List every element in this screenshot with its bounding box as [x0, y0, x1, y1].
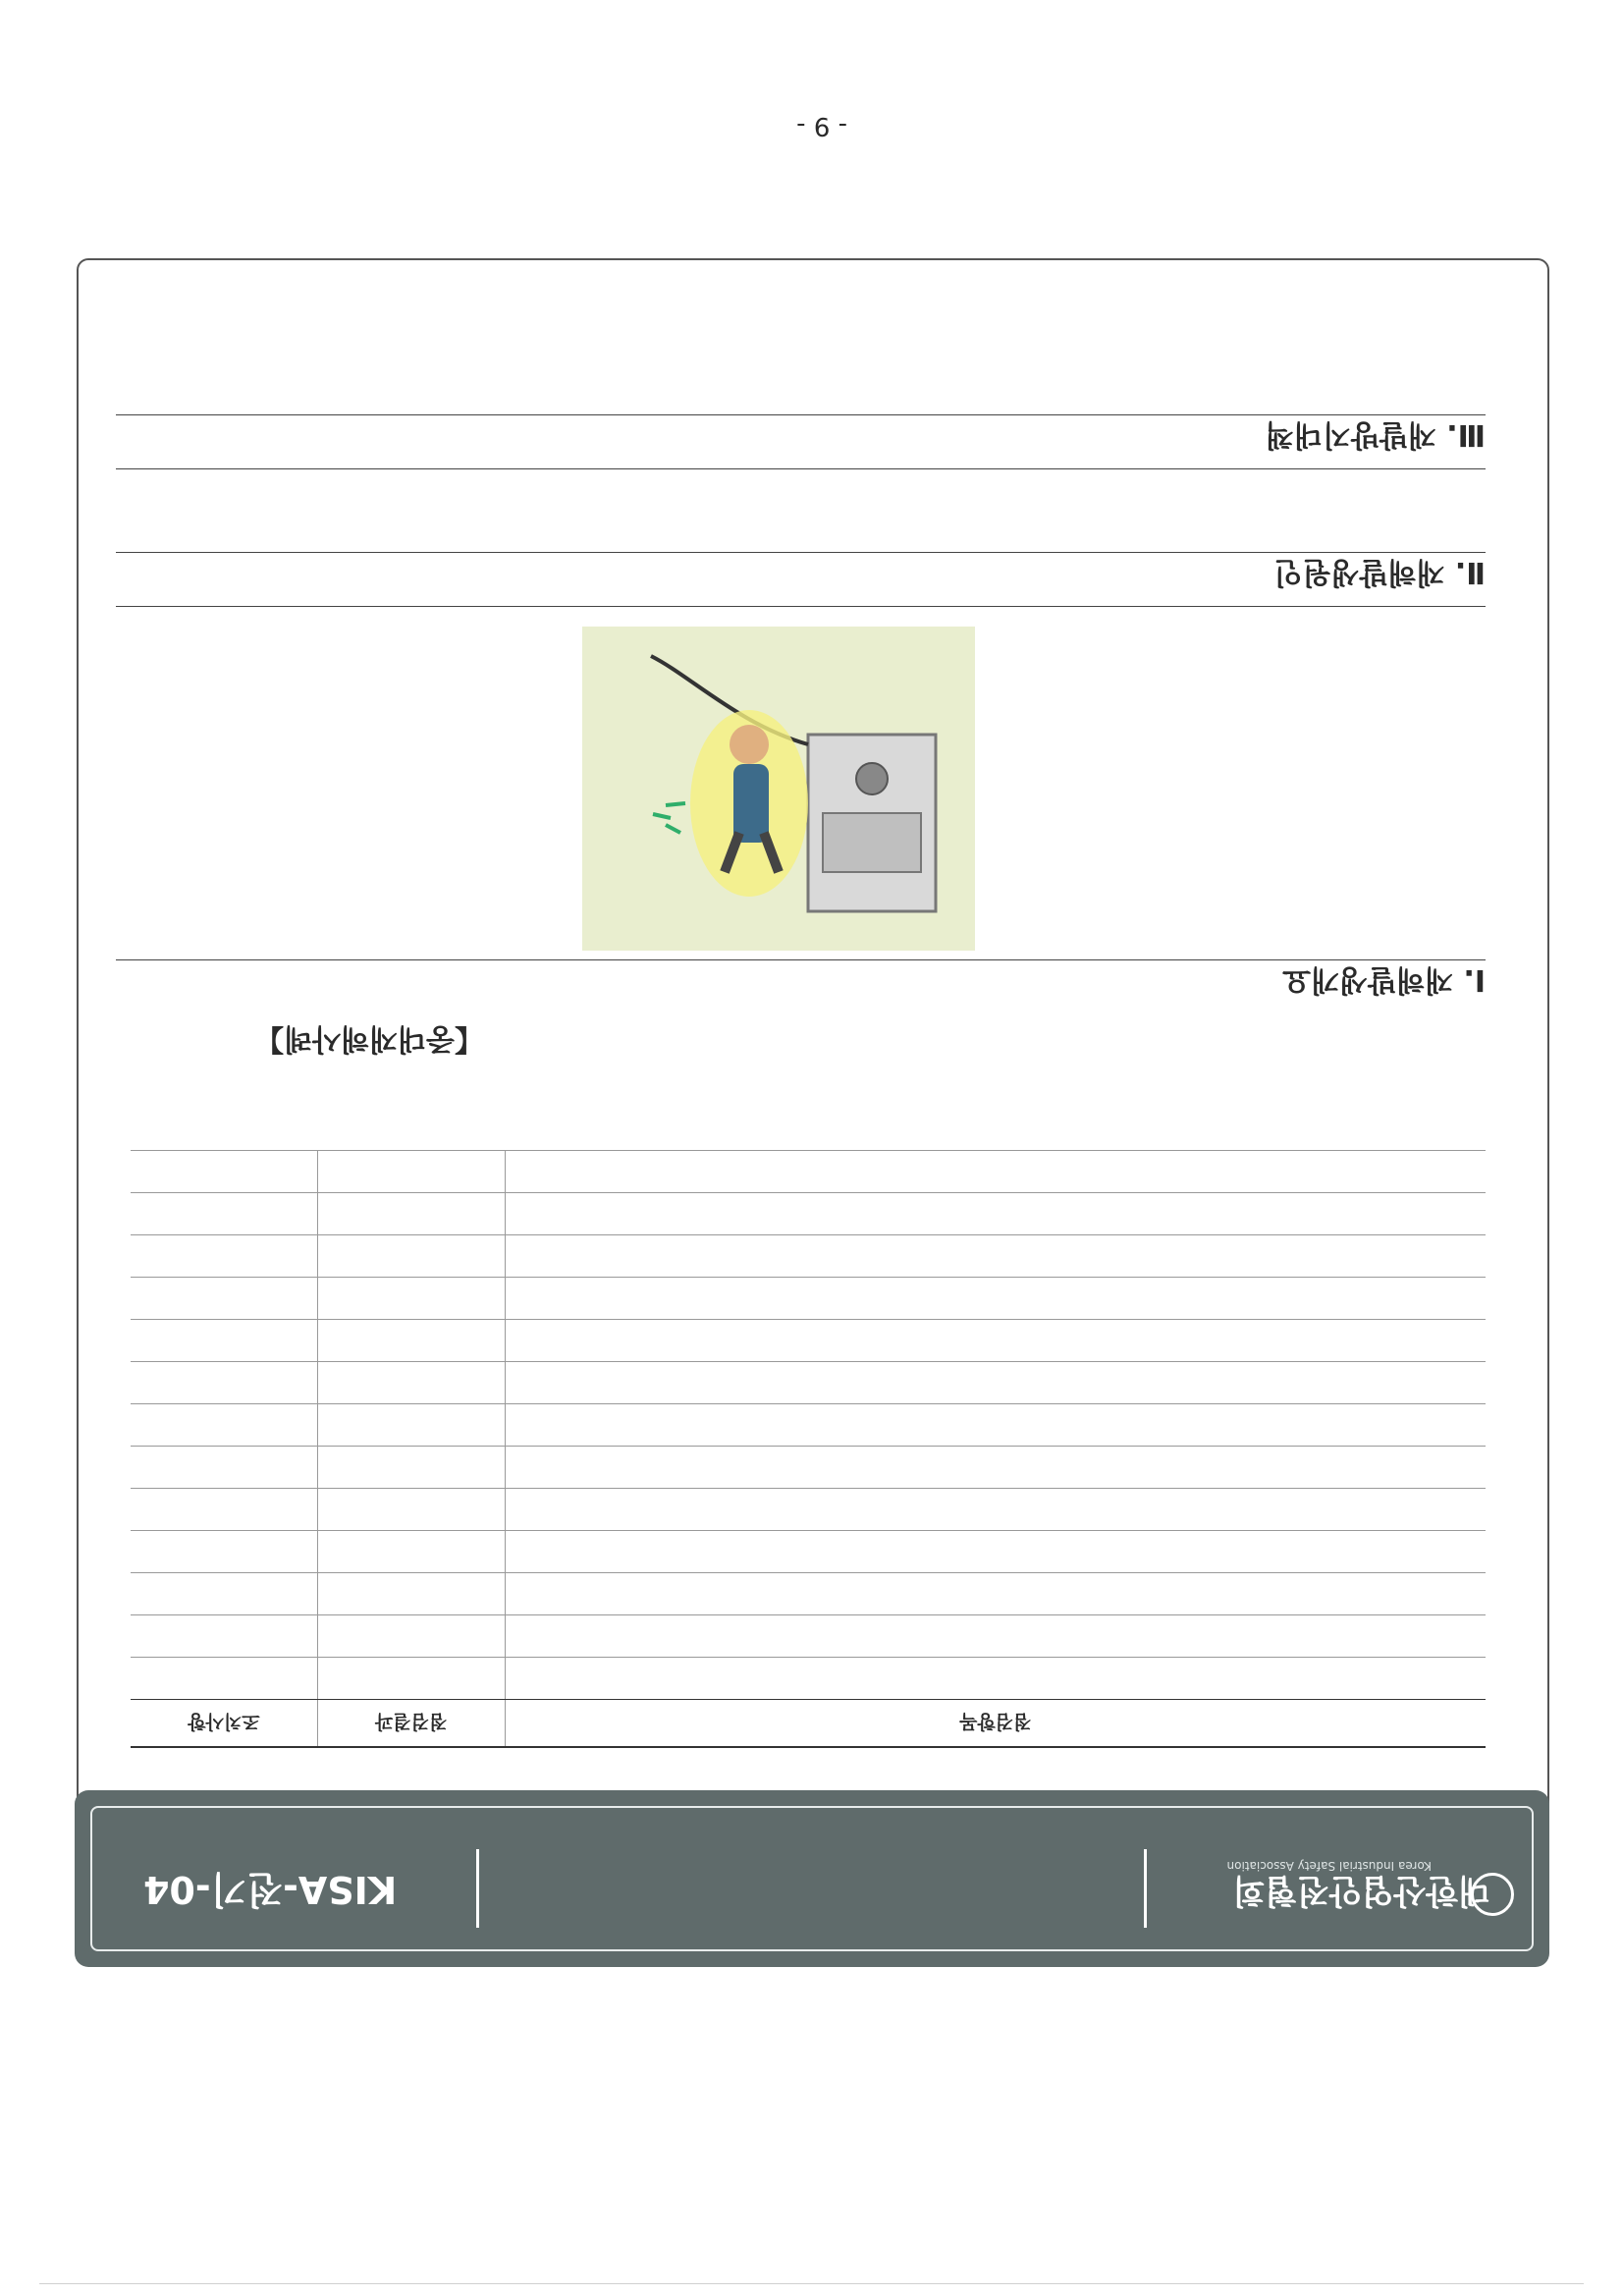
checklist-action-cell[interactable]: [131, 1531, 317, 1573]
checklist-row: [131, 1489, 1486, 1531]
machine-dial-icon: [856, 763, 888, 794]
checklist-action-cell[interactable]: [131, 1362, 317, 1404]
org-name: 대한산업안전협회: [1232, 1871, 1490, 1910]
checklist-row: [131, 1320, 1486, 1362]
checklist-result-cell[interactable]: [317, 1615, 505, 1658]
org-name-en: Korea Industrial Safety Association: [1226, 1859, 1432, 1873]
banner-separator: [476, 1849, 479, 1928]
checklist-action-cell[interactable]: [131, 1615, 317, 1658]
checklist-item-cell: [505, 1658, 1486, 1700]
checklist-result-cell[interactable]: [317, 1573, 505, 1615]
section-heading-cause: Ⅱ. 재해발생원인: [1273, 555, 1486, 589]
checklist-row: [131, 1658, 1486, 1700]
col-header-items: 점검항목: [505, 1700, 1486, 1748]
checklist-item-cell: [505, 1151, 1486, 1193]
checklist-header-row: [131, 1700, 1486, 1748]
checklist-item-cell: [505, 1615, 1486, 1658]
checklist-table: [131, 1150, 1486, 1748]
checklist-row: [131, 1278, 1486, 1320]
checklist-item-cell: [505, 1489, 1486, 1531]
col-header-result: 점검결과: [317, 1700, 505, 1748]
checklist-action-cell[interactable]: [131, 1235, 317, 1278]
checklist-action-cell[interactable]: [131, 1320, 317, 1362]
checklist-result-cell[interactable]: [317, 1235, 505, 1278]
checklist-row: [131, 1193, 1486, 1235]
checklist-item-cell: [505, 1193, 1486, 1235]
checklist-row: [131, 1404, 1486, 1447]
checklist-row: [131, 1615, 1486, 1658]
doc-code: KISA-전기-04: [143, 1868, 398, 1911]
section-heading-overview: Ⅰ. 재해발생개요: [1282, 962, 1486, 997]
checklist-action-cell[interactable]: [131, 1404, 317, 1447]
section-rule: [116, 606, 1486, 607]
section-heading-prevention: Ⅲ. 재발방지대책: [1265, 417, 1486, 452]
checklist-action-cell[interactable]: [131, 1573, 317, 1615]
header-banner: [75, 1790, 1549, 1967]
page-number: - 9 -: [796, 111, 847, 140]
checklist-item-cell: [505, 1278, 1486, 1320]
checklist-item-cell: [505, 1447, 1486, 1489]
checklist-row: [131, 1447, 1486, 1489]
checklist-item-cell: [505, 1235, 1486, 1278]
checklist-item-cell: [505, 1404, 1486, 1447]
checklist-row: [131, 1151, 1486, 1193]
checklist-item-cell: [505, 1573, 1486, 1615]
checklist-result-cell[interactable]: [317, 1658, 505, 1700]
checklist-result-cell[interactable]: [317, 1531, 505, 1573]
checklist-action-cell[interactable]: [131, 1278, 317, 1320]
illustration-svg: [582, 627, 975, 951]
electric-shock-illustration: [582, 627, 975, 951]
top-scan-rule: [39, 2283, 1584, 2284]
checklist-result-cell[interactable]: [317, 1193, 505, 1235]
checklist-result-cell[interactable]: [317, 1489, 505, 1531]
case-section-title: 【중대재해사례】: [254, 1021, 484, 1056]
checklist-row: [131, 1235, 1486, 1278]
checklist-result-cell[interactable]: [317, 1320, 505, 1362]
checklist-action-cell[interactable]: [131, 1447, 317, 1489]
section-rule: [116, 468, 1486, 469]
checklist-action-cell[interactable]: [131, 1489, 317, 1531]
checklist-item-cell: [505, 1362, 1486, 1404]
col-header-action: 조치사항: [131, 1700, 317, 1748]
checklist-action-cell[interactable]: [131, 1151, 317, 1193]
checklist-item-cell: [505, 1320, 1486, 1362]
section-rule: [116, 414, 1486, 415]
section-rule: [116, 959, 1486, 960]
worker-figure: [690, 710, 808, 897]
checklist-row: [131, 1362, 1486, 1404]
checklist-result-cell[interactable]: [317, 1362, 505, 1404]
checklist-action-cell[interactable]: [131, 1658, 317, 1700]
checklist-row: [131, 1531, 1486, 1573]
checklist-result-cell[interactable]: [317, 1278, 505, 1320]
checklist-result-cell[interactable]: [317, 1404, 505, 1447]
banner-separator: [1144, 1849, 1147, 1928]
checklist-row: [131, 1573, 1486, 1615]
section-rule: [116, 552, 1486, 553]
checklist-result-cell[interactable]: [317, 1447, 505, 1489]
checklist-action-cell[interactable]: [131, 1193, 317, 1235]
machine-panel: [823, 813, 921, 872]
checklist-result-cell[interactable]: [317, 1151, 505, 1193]
checklist-item-cell: [505, 1531, 1486, 1573]
